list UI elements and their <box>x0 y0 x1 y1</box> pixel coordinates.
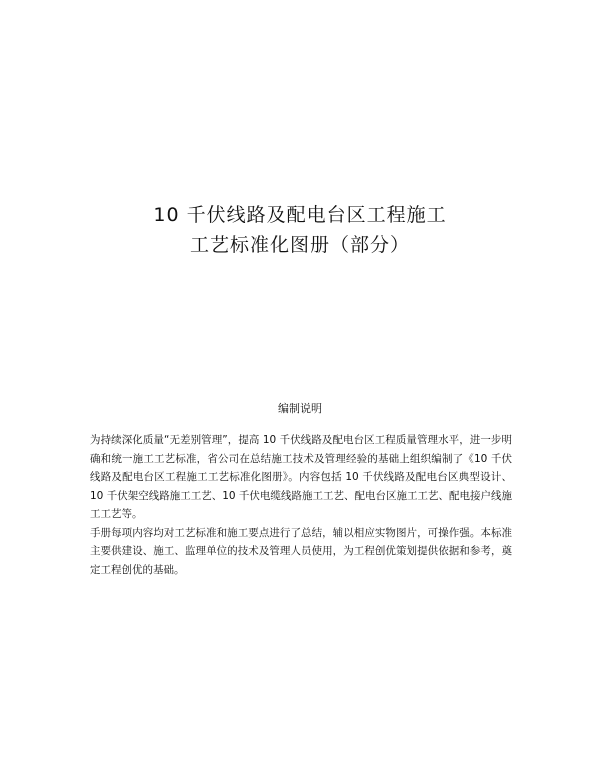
section-heading: 编制说明 <box>278 402 322 415</box>
document-title-line-2: 工艺标准化图册（部分） <box>189 234 410 256</box>
paragraph: 为持续深化质量“无差别管理”，提高 10 千伏线路及配电台区工程质量管理水平，进一步明确和统一施工工艺标准，省公司在总结施工技术及管理经验的基础上组织编制了《10 千伏线路及配电台区工程施工工艺标准化图册》。内容包括 10 千伏线路及配电台区典型设计、10 千伏架空线路施工工艺、10 千伏电缆线路施工工艺、配电台区施工工艺、配电接户线施工工艺等。 <box>90 434 512 520</box>
document-title-line-1: 10 千伏线路及配电台区工程施工 <box>153 204 447 226</box>
body-text <box>90 431 512 579</box>
paragraph: 手册每项内容均对工艺标准和施工要点进行了总结，辅以相应实物图片，可操作强。本标准主要供建设、施工、监理单位的技术及管理人员使用，为工程创优策划提供依据和参考，奠定工程创优的基础。 <box>90 526 512 576</box>
